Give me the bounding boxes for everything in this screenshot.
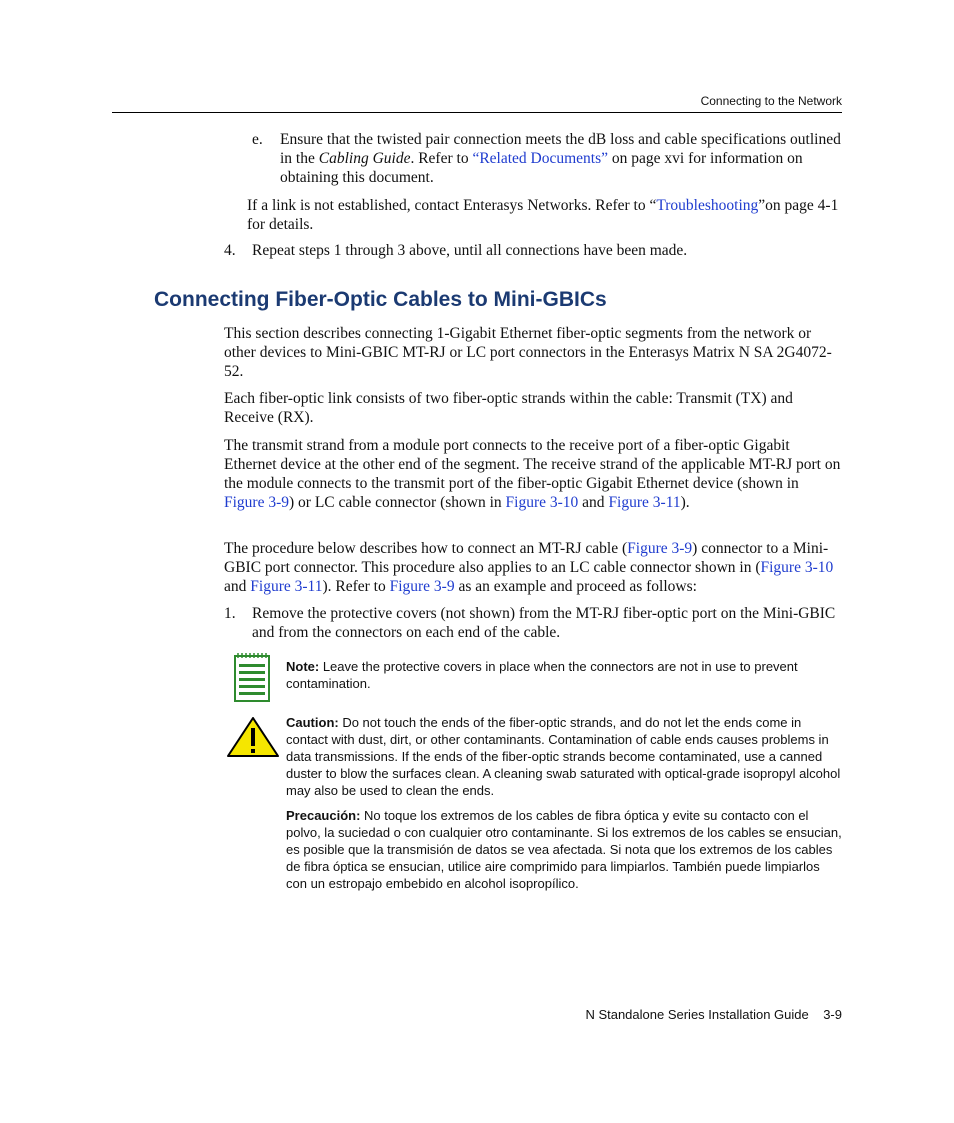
figure-3-11-link[interactable]: Figure 3-11 — [250, 578, 323, 595]
footer-guide-title: N Standalone Series Installation Guide — [585, 1007, 809, 1022]
step-1-marker: 1. — [224, 605, 236, 622]
figure-3-9-link[interactable]: Figure 3-9 — [224, 494, 290, 511]
header-rule — [112, 112, 842, 113]
step-4-text: Repeat steps 1 through 3 above, until all connections have been made. — [252, 242, 688, 259]
step-4-marker: 4. — [224, 242, 236, 259]
step-1-text: Remove the protective covers (not shown) from the MT-RJ fiber-optic port on the Mini-GBIC and from the connectors on each end of the cable. — [252, 605, 836, 641]
section-paragraph-3: The transmit strand from a module port connects to the receive port of a fiber-optic Gigabit Ethernet device at the other end of the segment. The receive strand of the applicable MT-RJ port on the module connects to the transmit port of the fiber-optic Gigabit Ethernet device (shown in Figure 3-9) or LC cable connector (shown in Figure 3-10 and Figure 3-11). — [224, 437, 841, 511]
precaucion-text: Precaución: No toque los extremos de los cables de fibra óptica y evite su contacto con el polvo, la suciedad o con cualquier otro contaminante. Si los extremos de los cables se ensucian, es posible que la transmisión de datos se vea afectada. Si nota que los extremos de los cables de fibra óptica se ensucian, utilice aire comprimido para limpiarlos. También puede limpiarlos con un estropajo embebido en alcohol isopropílico. — [286, 808, 842, 891]
step-e-text: Ensure that the twisted pair connection meets the dB loss and cable specifications outlined in the Cabling Guide. Refer to “Related Documents” on page xvi for information on obtaining this document. — [280, 131, 841, 186]
figure-3-9-link[interactable]: Figure 3-9 — [389, 578, 455, 595]
related-documents-link[interactable]: “Related Documents” — [472, 150, 609, 167]
step-e-marker: e. — [252, 131, 263, 148]
note-text: Note: Leave the protective covers in place when the connectors are not in use to prevent contamination. — [286, 659, 798, 691]
caution-icon — [226, 716, 280, 758]
caution-text: Caution: Do not touch the ends of the fiber-optic strands, and do not let the ends come in contact with dust, dirt, or other contaminants. Contamination of cable ends causes problems in data transmissions. If the ends of the fiber-optic strands become contaminated, use a canned duster to blow the surfaces clean. A cleaning swab saturated with optical-grade isopropyl alcohol may also be used to clean the ends. — [286, 715, 841, 798]
section-paragraph-2: Each fiber-optic link consists of two fiber-optic strands within the cable: Transmit (TX) and Receive (RX). — [224, 390, 793, 426]
page-number: 3-9 — [823, 1007, 842, 1022]
troubleshooting-link[interactable]: Troubleshooting — [656, 197, 759, 214]
section-heading: Connecting Fiber-Optic Cables to Mini-GBICs — [154, 288, 607, 311]
figure-3-11-link[interactable]: Figure 3-11 — [608, 494, 681, 511]
running-header: Connecting to the Network — [700, 94, 842, 108]
note-icon — [234, 652, 270, 702]
figure-3-10-link[interactable]: Figure 3-10 — [760, 559, 834, 576]
cabling-guide-title: Cabling Guide — [318, 150, 411, 167]
section-paragraph-4: The procedure below describes how to connect an MT-RJ cable (Figure 3-9) connector to a Mini-GBIC port connector. This procedure also applies to an LC cable connector shown in (Figure 3-10 and Figure 3-11). Refer to Figure 3-9 as an example and proceed as follows: — [224, 540, 834, 595]
page-footer — [585, 1007, 842, 1022]
figure-3-9-link[interactable]: Figure 3-9 — [627, 540, 693, 557]
link-note-paragraph: If a link is not established, contact Enterasys Networks. Refer to “Troubleshooting”on page 4-1 for details. — [247, 197, 839, 233]
figure-3-10-link[interactable]: Figure 3-10 — [505, 494, 579, 511]
section-paragraph-1: This section describes connecting 1-Gigabit Ethernet fiber-optic segments from the network or other devices to Mini-GBIC MT-RJ or LC port connectors in the Enterasys Matrix N SA 2G4072-52. — [224, 325, 832, 380]
